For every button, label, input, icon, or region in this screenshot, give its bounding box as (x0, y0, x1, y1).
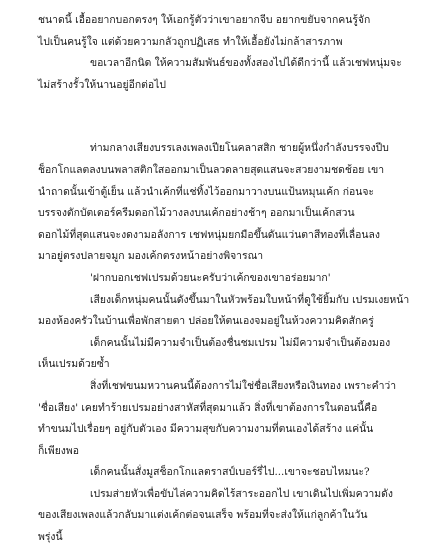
paragraph (38, 53, 405, 75)
text-line: สิ่งที่เชฟขนมหวานคนนี้ต้องการไม่ใช่ชื่อเสียงหรือเงินทอง เพราะคำว่า (90, 379, 397, 392)
text-line: ท่ามกลางเสียงบรรเลงเพลงเปียโนคลาสสิก ชายผู้หนึ่งกำลังบรรจงปีบ (90, 142, 389, 155)
text-line: เด็กคนนั้นไม่มีความจำเป็นต้องชื่นชมเปรม ไม่มีความจำเป็นต้องมอง (90, 336, 391, 349)
body-text (38, 10, 410, 549)
text-line: พรุ่งนี้ (38, 531, 63, 544)
text-line: เปรมส่ายหัวเพื่อขับไล่ความคิดไร้สาระออกไป เขาเดินไปเพิ่มความดัง (90, 487, 393, 500)
text-line: บรรจงตักบัตเตอร์ครีมดอกไม้วางลงบนเค้กอย่างช้าๆ ออกมาเป็นเค้กสวน (38, 207, 355, 220)
paragraph (38, 138, 405, 160)
paragraph (38, 311, 405, 333)
text-line: มองห้องครัวในบ้านเพื่อพักสายตา ปล่อยให้ตนเองจมอยู่ในห้วงความคิดสักครู่ (38, 315, 374, 328)
paragraph (38, 333, 405, 355)
paragraph (38, 160, 405, 268)
paragraph (38, 268, 405, 290)
text-line: ของเสียงเพลงแล้วกลับมาแต่งเค้กต่อจนเสร็จ พร้อมที่จะส่งให้แก่ลูกค้าในวัน (38, 509, 368, 522)
paragraph (38, 75, 405, 97)
paragraph (38, 10, 405, 53)
paragraph (38, 505, 405, 548)
text-line: เสียงเด็กหนุ่มคนนั้นดังขึ้นมาในหัวพร้อมใบหน้าที่ดูใช้ยิ้มกับ เปรมเงยหน้า (90, 293, 410, 306)
paragraph (38, 354, 405, 376)
text-line: ช็อกโกแลตลงบนพลาสติกใสออกมาเป็นลวดลายสุดแสนจะสวยงามชดช้อย เขา (38, 163, 385, 176)
text-line: ทำขนมไปเรื่อยๆ อยู่กับตัวเอง มีความสุขกับความงามที่ตนเองได้สร้าง แค่นั้น (38, 423, 374, 436)
paragraph (38, 290, 410, 312)
text-line: ชนาดนี้ เอื้ออยากบอกตรงๆ ให้เอกรู้ตัวว่าเขาอยากจีบ อยากขยับจากคนรู้จัก (38, 14, 371, 26)
paragraph (38, 398, 405, 463)
text-line: นำถาดนั้นเข้าตู้เย็น แล้วนำเค้กที่แช่ทิ้งไว้ออกมาวางบนแป้นหมุนเค้ก ก่อนจะ (38, 185, 375, 198)
text-line: ไม่สร้างรั้วให้นานอยู่อีกต่อไป (38, 78, 166, 91)
paragraph (38, 376, 405, 398)
text-line: มาอยู่ตรงปลายจมูก มองเค้กตรงหน้าอย่างพิจารณา (38, 250, 264, 263)
text-line: 'ฝากบอกเชฟเปรมด้วยนะครับว่าเค้กของเขาอร่อยมาก' (90, 271, 331, 284)
text-line: เด็กคนนั้นสั่งมูสช็อกโกแลตราสป์เบอร์รี่ไป...เขาจะชอบไหมนะ? (90, 466, 370, 479)
text-line: 'ชื่อเสียง' เคยทำร้ายเปรมอย่างสาหัสที่สุดมาแล้ว สิ่งที่เขาต้องการในตอนนี้คือ (38, 401, 378, 414)
text-line: ไปเป็นคนรู้ใจ แต่ด้วยความกลัวถูกปฏิเสธ ทำให้เอื้อยังไม่กล้าสารภาพ (38, 35, 343, 48)
text-line: ก็เพียงพอ (38, 444, 79, 457)
text-line: เห็นเปรมด้วยซ้ำ (38, 358, 110, 371)
paragraph (38, 484, 405, 506)
text-line: ดอกไม้ที่สุดแสนจะงดงามอลังการ เชฟหนุ่มยกมือขึ้นดันแว่นตาสีทองที่เลื่อนลง (38, 228, 380, 241)
text-line: ขอเวลาอีกนิด ให้ความสัมพันธ์ของทั้งสองไปได้ดีกว่านี้ แล้วเชฟหนุ่มจะ (90, 57, 402, 70)
paragraph (38, 462, 405, 484)
